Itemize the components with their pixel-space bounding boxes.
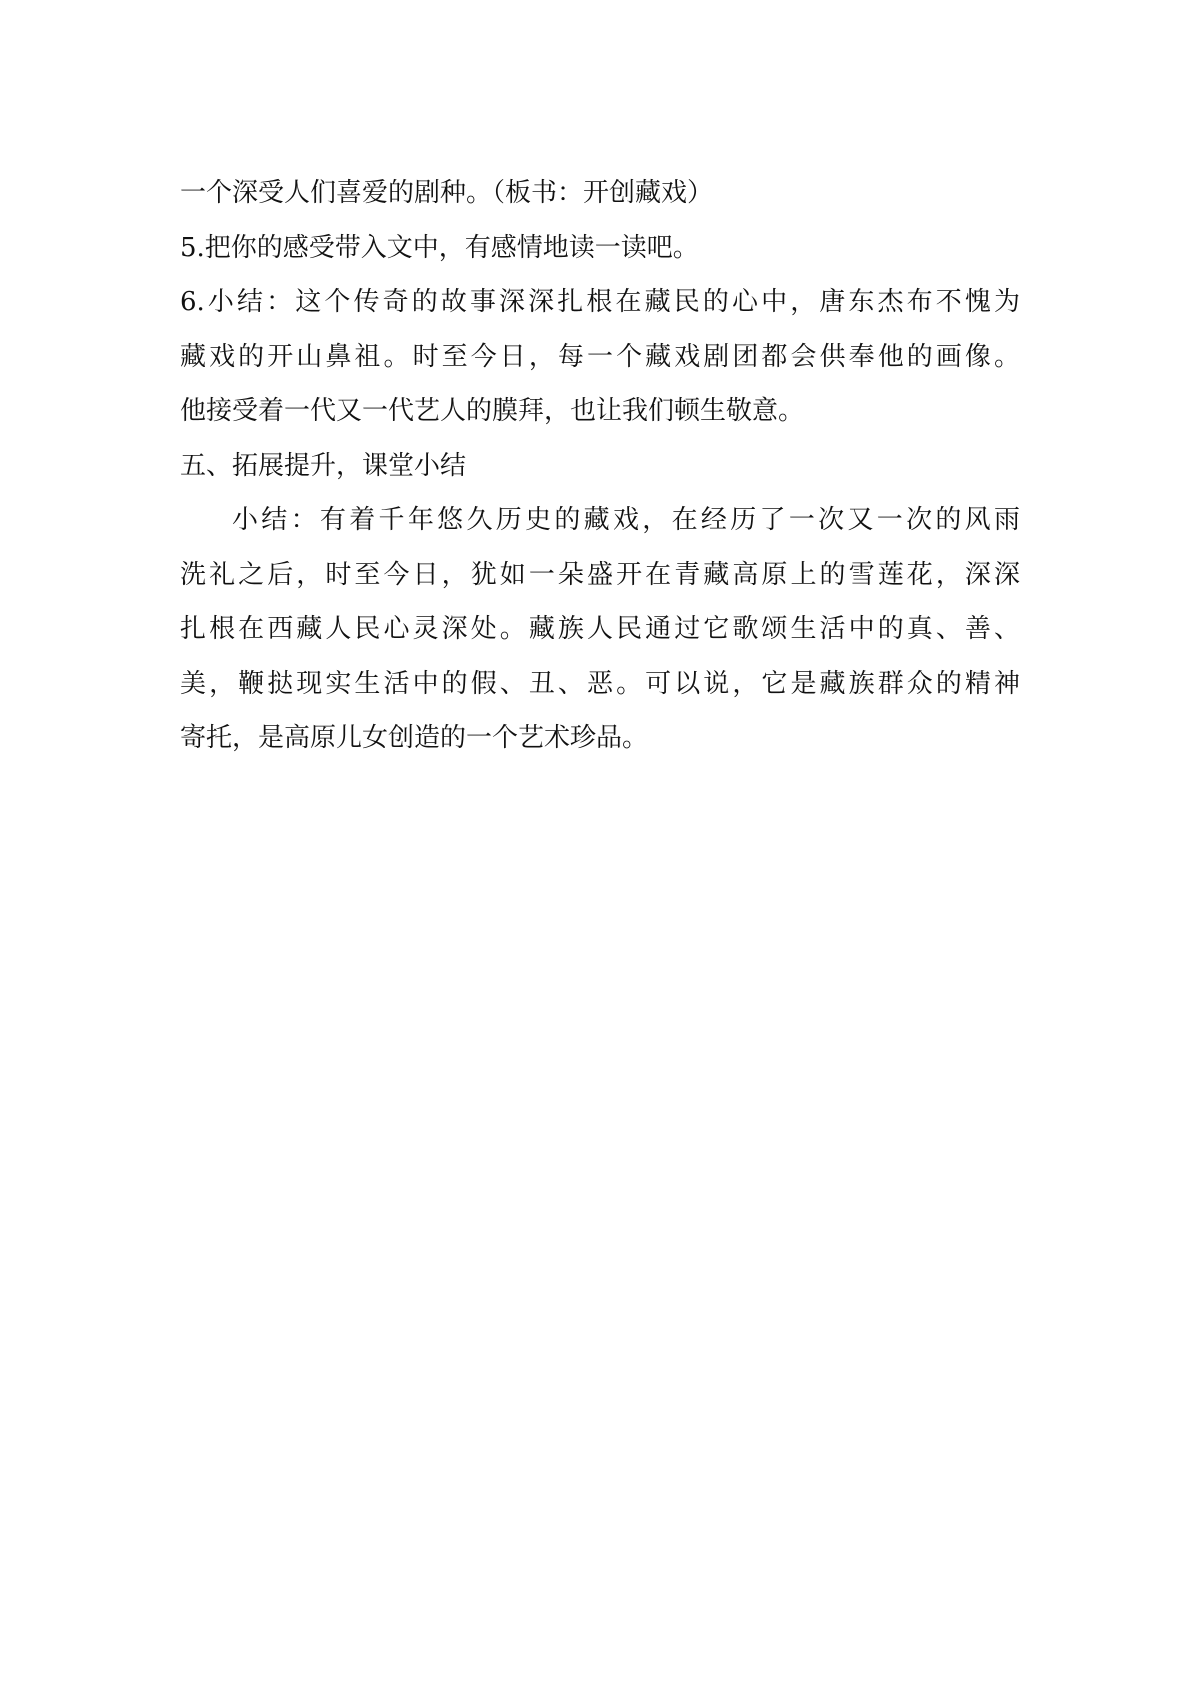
- text-line: 藏戏的开山鼻祖。时至今日，每一个藏戏剧团都会供奉他的画像。: [180, 341, 1020, 372]
- text-line: 一个深受人们喜爱的剧种。（板书：开创藏戏）: [180, 178, 714, 208]
- text-line: 小结：有着千年悠久历史的藏戏，在经历了一次又一次的风雨: [232, 505, 1020, 535]
- text-line: 扎根在西藏人民心灵深处。藏族人民通过它歌颂生活中的真、善、: [180, 614, 1020, 644]
- text-line: 6.小结：这个传奇的故事深深扎根在藏民的心中，唐东杰布不愧为: [180, 287, 1020, 317]
- text-line: 5.把你的感受带入文中，有感情地读一读吧。: [180, 232, 699, 263]
- section-heading: 五、拓展提升，课堂小结: [180, 450, 467, 481]
- text-line: 他接受着一代又一代艺人的膜拜，也让我们顿生敬意。: [180, 396, 805, 426]
- text-line: 洗礼之后，时至今日，犹如一朵盛开在青藏高原上的雪莲花，深深: [180, 559, 1020, 590]
- text-line: 美，鞭挞现实生活中的假、丑、恶。可以说，它是藏族群众的精神: [180, 668, 1020, 699]
- document-body: [180, 166, 1020, 766]
- text-line: 寄托，是高原儿女创造的一个艺术珍品。: [180, 723, 649, 753]
